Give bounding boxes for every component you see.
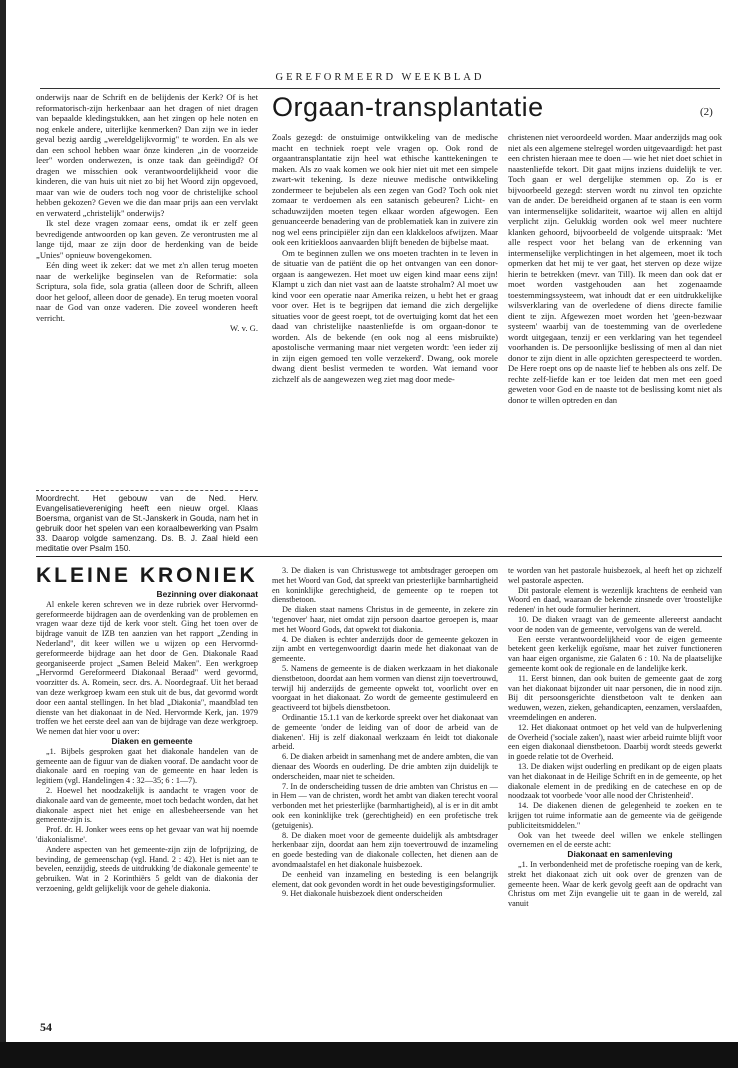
paragraph: 10. De diaken vraagt van de gemeente allereerst aandacht voor de noden van de gemeente, vervolgens van de wereld.: [508, 614, 722, 634]
paragraph: te worden van het pastorale huisbezoek, al heeft het op zichzelf wel pastorale aspecten.: [508, 566, 722, 585]
kroniek-subheading: Bezinning over diakonaat: [156, 589, 258, 599]
paragraph: 2. Hoewel het noodzakelijk is aandacht te vragen voor de diakonale aard van de gemeente, moet toch bedacht worden, dat het diakonale aspect niet het enige en allesbeheersende van het gemeente-zijn is.: [36, 785, 258, 825]
section-heading: Diaken en gemeente: [111, 735, 193, 746]
paragraph: onderwijs naar de Schrift en de belijdenis der Kerk? Of is het reformatorisch-zijn herkenbaar aan het dragen of niet dragen van bepaalde kledingstukken, aan het zingen op hele noten en nog enkele andere, uiterlijke kenmerken? Dan zijn we in ieder geval bezig aardig „wereldgelijkvormig" te worden. En als we dan een school hebben waar önze kinderen „in de voorzeide leer" worden onderwezen, is onze taak dan geëindigd? Of dragen we misschien ook verantwoordelijkheid voor die kinderen, die van huis uit niet zo bij het Woord zijn opgevoed, maar van wie de ouders toch nog voor de christelijke school hebben gekozen? Geven we die dan maar prijs aan een vervlakt en verwaterd „christelijk" onderwijs?: [36, 92, 258, 218]
section-divider: [36, 556, 722, 557]
paragraph: Dit pastorale element is wezenlijk krachtens de eenheid van Woord en daad, waaraan de bekende zinsnede over 'troostelijke redenen' in het oude formulier herinnert.: [508, 585, 722, 615]
notice-text: Moordrecht. Het gebouw van de Ned. Herv. Evangelisatievereniging heeft een nieuw orgel. Klaas Boersma, organist van de St.-Janskerk in Gouda, nam het in gebruik door het spelen van een koraalbewerking van Psalm 33. Daarop volgde samenzang. Ds. B. J. Zaal hield een meditatie over Psalm 150.: [36, 494, 258, 553]
article-part-number: (2): [700, 106, 713, 118]
paragraph: 5. Namens de gemeente is de diaken werkzaam in het diakonale dienstbetoon, doordat aan hem vormen van dienst zijn toevertrouwd, terwijl hij anderzijds de gemeente opwekt tot, voorlicht over en voorgaat in het diakonaat. Zo wordt de gemeente gestimuleerd en geactiveerd tot bijbels dienstbetoon.: [272, 663, 498, 713]
paragraph: „1. Bijbels gesproken gaat het diakonale handelen van de gemeente aan de figuur van de diaken vooraf. De aandacht voor de diakonale aard en roeping van de gemeente en haar leden is legitiem (vgl. Handelingen 4 : 32—35; 6 : 1—7).: [36, 746, 258, 786]
masthead-rule: [40, 88, 720, 89]
paragraph: christenen niet veroordeeld worden. Maar anderzijds mag ook niet als een algemene stelregel worden uitgevaardigd: het past een christen hieraan mee te doen — wie het niet doet schiet in naastenliefde tekort. Dit gaat mijns inziens duidelijk te ver. Toch gaan er wel dergelijke stemmen op. Zo is er bijvoorbeeld gezegd: sterven wordt nu zinvol ten opzichte van de ander. De bereidheid organen af te staan is een vorm van intermenselijke solidariteit, waartoe wij allen en altijd verplicht zijn. Gelukkig worden ook wel meer nuchtere klanken gehoord, bijvoorbeeld de volgende uitspraak: 'Met alle respect voor het belang van de erkenning van intermenselijke verplichtingen in het algemeen, moet ik toch opmerken dat het mij te ver gaat, het sterven op deze wijze hierin te betrekken (mevr. van Till). Ik meen dan ook dat er moet worden vastgehouden aan het zogenaamde toestemmingssysteem, wat inhoudt dat er een uitdrukkelijke wilsverklaring van de overledene of diens directe familie dient te zijn. Afgewezen moet worden het 'geen-bezwaar systeem' waarbij van de toestemming van de overledene wordt uitgegaan, tenzij er een verklaring van het tegendeel voorhanden is. De persoonlijke beslissing of men al dan niet donor te zijn dient in alle opzichten gerespecteerd te worden. De Here roept ons op de naaste lief te hebben als ons zelf. De rechte zelf-liefde kan er toe leiden dat men met een goed geweten voor God en de naaste tot de beslissing komt niet als donor te willen optreden en dan: [508, 132, 722, 405]
page-number: 54: [40, 1020, 52, 1034]
article-continuation-column: [36, 92, 258, 334]
paragraph: Eén ding weet ik zeker: dat we met z'n allen terug moeten naar de werkelijke beginselen van de Reformatie: sola Scriptura, sola fide, sola gratia (alleen door de Schrift, alleen door het geloof, alleen door de genade). En terug moeten vooral naar de God van onze vaderen. Die zoveel wonderen heeft verricht.: [36, 260, 258, 323]
scan-edge-left: [0, 0, 6, 1068]
paragraph: Ik stel deze vragen zomaar eens, omdat ik er zelf geen bevredigende antwoorden op kan geven. Ze verontrusten me al lange tijd, maar ze zijn door de herdenking van de beide „Unies" opnieuw bovengekomen.: [36, 218, 258, 260]
news-notice: [36, 490, 258, 554]
masthead: GEREFORMEERD WEEKBLAD: [275, 72, 485, 83]
paragraph: Ook van het tweede deel willen we enkele stellingen overnemen en el de eerste acht:: [508, 830, 722, 850]
paragraph: 6. De diaken arbeidt in samenhang met de andere ambten, die van dienaar des Woords en ouderling. De drie ambten zijn duidelijk te onderscheiden, maar niet te scheiden.: [272, 752, 498, 781]
article-column-2: [272, 132, 498, 384]
kroniek-column-2: [272, 566, 498, 899]
paragraph: Al enkele keren schreven we in deze rubriek over Hervormd-gereformeerde bijdragen aan de overdenking van de problemen en vragen waar deze tijd de kerk voor stelt. Ging het toen over de bijdrage vanuit de IZB ten aanzien van het rapport „Zending in Nederland", dit keer willen we u wijzen op een Hervormd-gereformeerde bijdrage aan het door de Gen. Diakonale Raad georganiseerde project „Samen Beleid Maken". Een werkgroep „Hervormd Gereformeerd Diakonaal Beraad" werd gevormd, voorzitter ds. A. Romein, secr. drs. A. Noordegraaf. Uit het beraad van deze werkgroep kwam een stuk uit de bus, dat gevormd wordt door een aantal stellingen. In het blad „Diakonia", maandblad ten dienste van het diakonaat in de Ned. Hervormde Kerk, jan. 1979 troffen we het eerste deel aan van de bijdrage van deze werkgroep. We nemen dat hier voor u over:: [36, 599, 258, 737]
paragraph: 7. In de onderscheiding tussen de drie ambten van Christus en — in Hem — van de christen, wordt het ambt van diaken terecht vooral verbonden met het priesterlijke (barmhartigheid), al is er in dit ambt ook een koninklijke trek (gerechtigheid) en een profetische trek (getuigenis).: [272, 781, 498, 830]
paragraph: 4. De diaken is echter anderzijds door de gemeente gekozen in zijn ambt en vertegenwoordigt daarin mede het diakonaat van de gemeente.: [272, 634, 498, 664]
kroniek-column-3: [508, 566, 722, 909]
paragraph: 14. De diakenen dienen de gelegenheid te zoeken en te krijgen tot ruime informatie aan de gemeente via de geëigende publiciteitsmiddelen.": [508, 801, 722, 830]
paragraph: 12. Het diakonaat ontmoet op het veld van de hulpverlening de Overheid ('sociale zaken'), naast wier arbeid ruimte blijft voor een eigen diakonaal dienstbetoon. Daarbij wordt steeds gewerkt in goede relatie tot de Overheid.: [508, 722, 722, 762]
paragraph: „1. In verbondenheid met de profetische roeping van de kerk, strekt het diakonaat zich uit ook over de grenzen van de gemeente heen. Waar de kerk gevolg geeft aan de opdracht van Christus om met Zijn evangelie uit te gaan in de wereld, zal vanuit: [508, 859, 722, 909]
kroniek-column-1: [36, 590, 258, 894]
paragraph: Ordinantie 15.1.1 van de kerkorde spreekt over het diakonaat van de gemeente 'onder de leiding van of door de arbeid van de diakenen'. Hij is zelf diakonaal werkzaam én leidt tot diakonale arbeid.: [272, 712, 498, 752]
paragraph: 3. De diaken is van Christuswege tot ambtsdrager geroepen om met het Woord van God, dat spreekt van priesterlijke barmhartigheid en koninklijke gerechtigheid, de gemeente op te roepen tot dienstbetoon.: [272, 566, 498, 605]
paragraph: 11. Eerst binnen, dan ook buiten de gemeente gaat de zorg van het diakonaat bijzonder uit naar personen, die in nood zijn. Bij dit persoonsgerichte dienstbetoon valt te denken aan weduwen, wezen, zieken, gehandicapten, eenzamen, verslaafden, vreemdelingen en anderen.: [508, 673, 722, 722]
signature: W. v. G.: [229, 323, 258, 333]
paragraph: 13. De diaken wijst ouderling en predikant op de eigen plaats van het diakonaat in de Heilige Schrift en in de gemeente, op het diakonale element in de prediking en de catechese en op de noodzaak tot voorbede 'voor alle nood der Christenheid'.: [508, 761, 722, 801]
kroniek-heading: KLEINE KRONIEK: [36, 564, 258, 587]
paragraph: Zoals gezegd: de onstuimige ontwikkeling van de medische macht en techniek roept vele vragen op. Ook rond de orgaantransplantatie zijn heel wat ethische kanttekeningen te maken. Als zo vaak komen we ook hier niet uit met een simpele zwart-wit tekening. Is deze nieuwe medische ontwikkeling zondermeer te bejubelen als een zegen van God? Toch ook niet zomaar te verdoemen als een satanisch gebeuren? Licht- en schaduwzijden moeten tegen elkaar worden afgewogen. Een genuanceerde benadering van de problematiek kan in zuivere zin nog wel eens principiëler zijn dan een klakkeloos afwijzen. Maar ook een kritiekloos aanvaarden blijft beneden de bijbelse maat.: [272, 132, 498, 247]
article-column-3: [508, 132, 722, 405]
paragraph: Andere aspecten van het gemeente-zijn zijn de lofprijzing, de bevinding, de gemeenschap (vgl. Hand. 2 : 42). Het is niet aan te bevelen, eenzijdig, steeds de uitdrukking 'de diakonale gemeente' te gebruiken. Wat in 2 Korinthiërs 5 geldt van de diakonia der verzoening, geldt gelijkelijk voor de gehele diakonia.: [36, 844, 258, 893]
section-heading: Diakonaat en samenleving: [567, 849, 673, 860]
paragraph: De eenheid van inzameling en besteding is een belangrijk element, dat ook gevonden wordt in het oude bevestigingsformulier.: [272, 869, 498, 889]
paragraph: Een eerste verantwoordelijkheid voor de eigen gemeente betekent geen kerkelijk egoïsme, maar het zuiver functioneren van haar eigen organisme, zie Galaten 6 : 10. Na de plaatselijke gemeente komt ook de regionale en de landelijke kerk.: [508, 634, 722, 673]
scan-edge-bottom: [0, 1042, 738, 1068]
paragraph: Om te beginnen zullen we ons moeten trachten in te leven in de situatie van de patiënt die op het ontvangen van een donor-orgaan is aangewezen. Het moet uw eigen kind maar eens zijn! Klampt u zich dan niet vast aan de laatste strohalm? Al moet uw kind voor een operatie naar Amerika reizen, u hebt het er graag voor over. Het is te begrijpen dat iemand die zich dergelijke situaties voor de geest roept, tot de overtuiging komt dat het een daad van christelijke naastenliefde is om orgaan-donor te worden. Als de bekende (en ook nog al eens misbruikte) apostolische vermaning maar niet vergeten wordt: 'een ieder zij in zijn eigen gemoed ten volle verzekerd'. Dwang, ook morele dwang dient beslist vermeden te worden. Wat iemand voor zichzelf als de aangewezen weg ziet mag door mede-: [272, 247, 498, 384]
paragraph: Prof. dr. H. Jonker wees eens op het gevaar van wat hij noemde 'diakonialisme'.: [36, 825, 258, 844]
paragraph: 9. Het diakonale huisbezoek dient onderscheiden: [282, 889, 443, 899]
article-title: Orgaan-transplantatie: [272, 92, 544, 122]
paragraph: 8. De diaken moet voor de gemeente duidelijk als ambtsdrager herkenbaar zijn, doordat aan hem zijn toevertrouwd de inzameling en goede besteding van de diakonale collecten, het dienen aan de avondmaalstafel en het diakonale huisbezoek.: [272, 830, 498, 869]
paragraph: De diaken staat namens Christus in de gemeente, in zekere zin 'tegenover' haar, niet omdat zijn persoon daartoe geroepen is, maar met het Woord Gods, dat opwekt tot diakonia.: [272, 605, 498, 634]
